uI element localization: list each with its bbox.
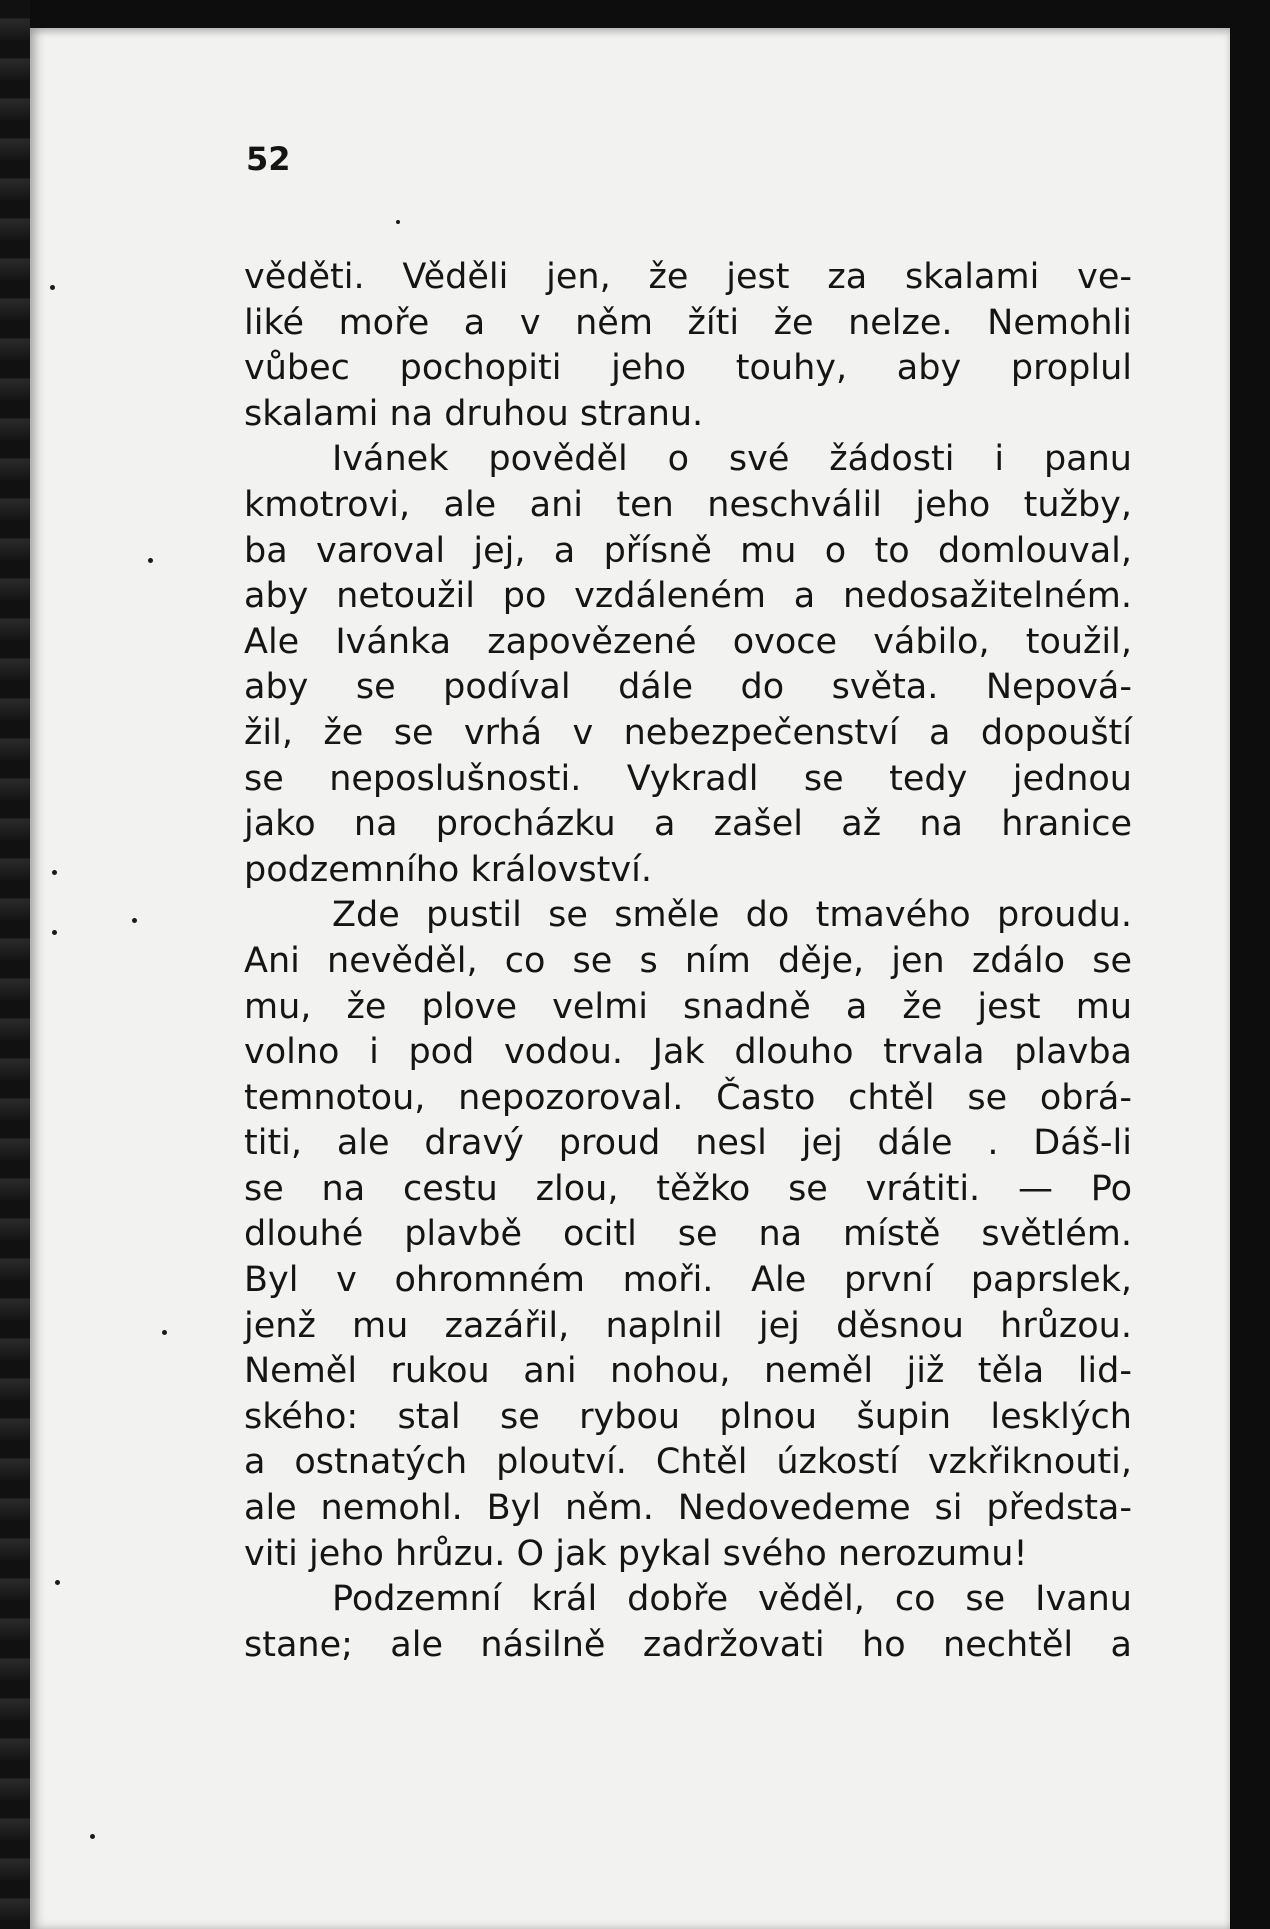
text-line: titi, ale dravý proud nesl jej dále . Dáš-li <box>244 1123 1132 1164</box>
text-line: Ale Ivánka zapovězené ovoce vábilo, toužil, <box>244 621 1132 662</box>
text-line: Zde pustil se směle do tmavého proudu. <box>332 895 1132 936</box>
text-line: aby se podíval dále do světa. Nepová- <box>244 667 1132 708</box>
body-text <box>244 255 1132 1668</box>
text-line: kmotrovi, ale ani ten neschválil jeho tužby, <box>244 484 1132 525</box>
scan-speck <box>50 285 55 290</box>
text-line: stane; ale násilně zadržovati ho nechtěl a <box>244 1624 1132 1665</box>
scan-speck <box>90 1834 95 1839</box>
binding-edge <box>0 0 30 1929</box>
text-line: skalami na druhou stranu. <box>244 393 704 434</box>
scan-speck <box>148 558 153 563</box>
text-line: temnotou, nepozoroval. Často chtěl se obrá- <box>244 1077 1132 1118</box>
scan-speck <box>162 1330 167 1335</box>
text-line: dlouhé plavbě ocitl se na místě světlém. <box>244 1214 1132 1255</box>
text-line: Ani nevěděl, co se s ním děje, jen zdálo se <box>244 940 1132 981</box>
text-line: ského: stal se rybou plnou šupin lesklých <box>244 1396 1132 1437</box>
text-line: vůbec pochopiti jeho touhy, aby proplul <box>244 348 1132 389</box>
text-line: se na cestu zlou, těžko se vrátiti. — Po <box>244 1168 1132 1209</box>
scan-speck <box>132 918 137 923</box>
scan-speck <box>52 870 57 875</box>
text-line: žil, že se vrhá v nebezpečenství a dopouští <box>244 712 1132 753</box>
text-line: viti jeho hrůzu. O jak pykal svého nerozumu! <box>244 1533 1028 1574</box>
scan-speck <box>52 930 57 935</box>
text-line: liké moře a v něm žíti že nelze. Nemohli <box>244 302 1132 343</box>
scan-speck <box>55 1580 60 1585</box>
text-line: mu, že plove velmi snadně a že jest mu <box>244 986 1132 1027</box>
text-line: a ostnatých ploutví. Chtěl úzkostí vzkřiknouti, <box>244 1442 1132 1483</box>
text-line: podzemního království. <box>244 849 652 890</box>
text-line: Podzemní král dobře věděl, co se Ivanu <box>332 1579 1132 1620</box>
text-line: ale nemohl. Byl něm. Nedovedeme si předsta- <box>244 1488 1132 1529</box>
page-number: 52 <box>246 140 291 178</box>
text-line: jako na procházku a zašel až na hranice <box>244 804 1132 845</box>
scan-speck <box>396 220 400 224</box>
text-line: Byl v ohromném moři. Ale první paprslek, <box>244 1260 1132 1301</box>
text-line: jenž mu zazářil, naplnil jej děsnou hrůzou. <box>244 1305 1132 1346</box>
text-line: aby netoužil po vzdáleném a nedosažitelném. <box>244 576 1132 617</box>
text-line: Ivánek pověděl o své žádosti i panu <box>332 439 1132 480</box>
text-line: se neposlušnosti. Vykradl se tedy jednou <box>244 758 1132 799</box>
text-line: věděti. Věděli jen, že jest za skalami ve- <box>244 257 1132 297</box>
text-line: ba varoval jej, a přísně mu o to domlouval, <box>244 530 1132 571</box>
text-line: Neměl rukou ani nohou, neměl již těla lid- <box>244 1351 1132 1392</box>
text-line: volno i pod vodou. Jak dlouho trvala plavba <box>244 1032 1132 1073</box>
